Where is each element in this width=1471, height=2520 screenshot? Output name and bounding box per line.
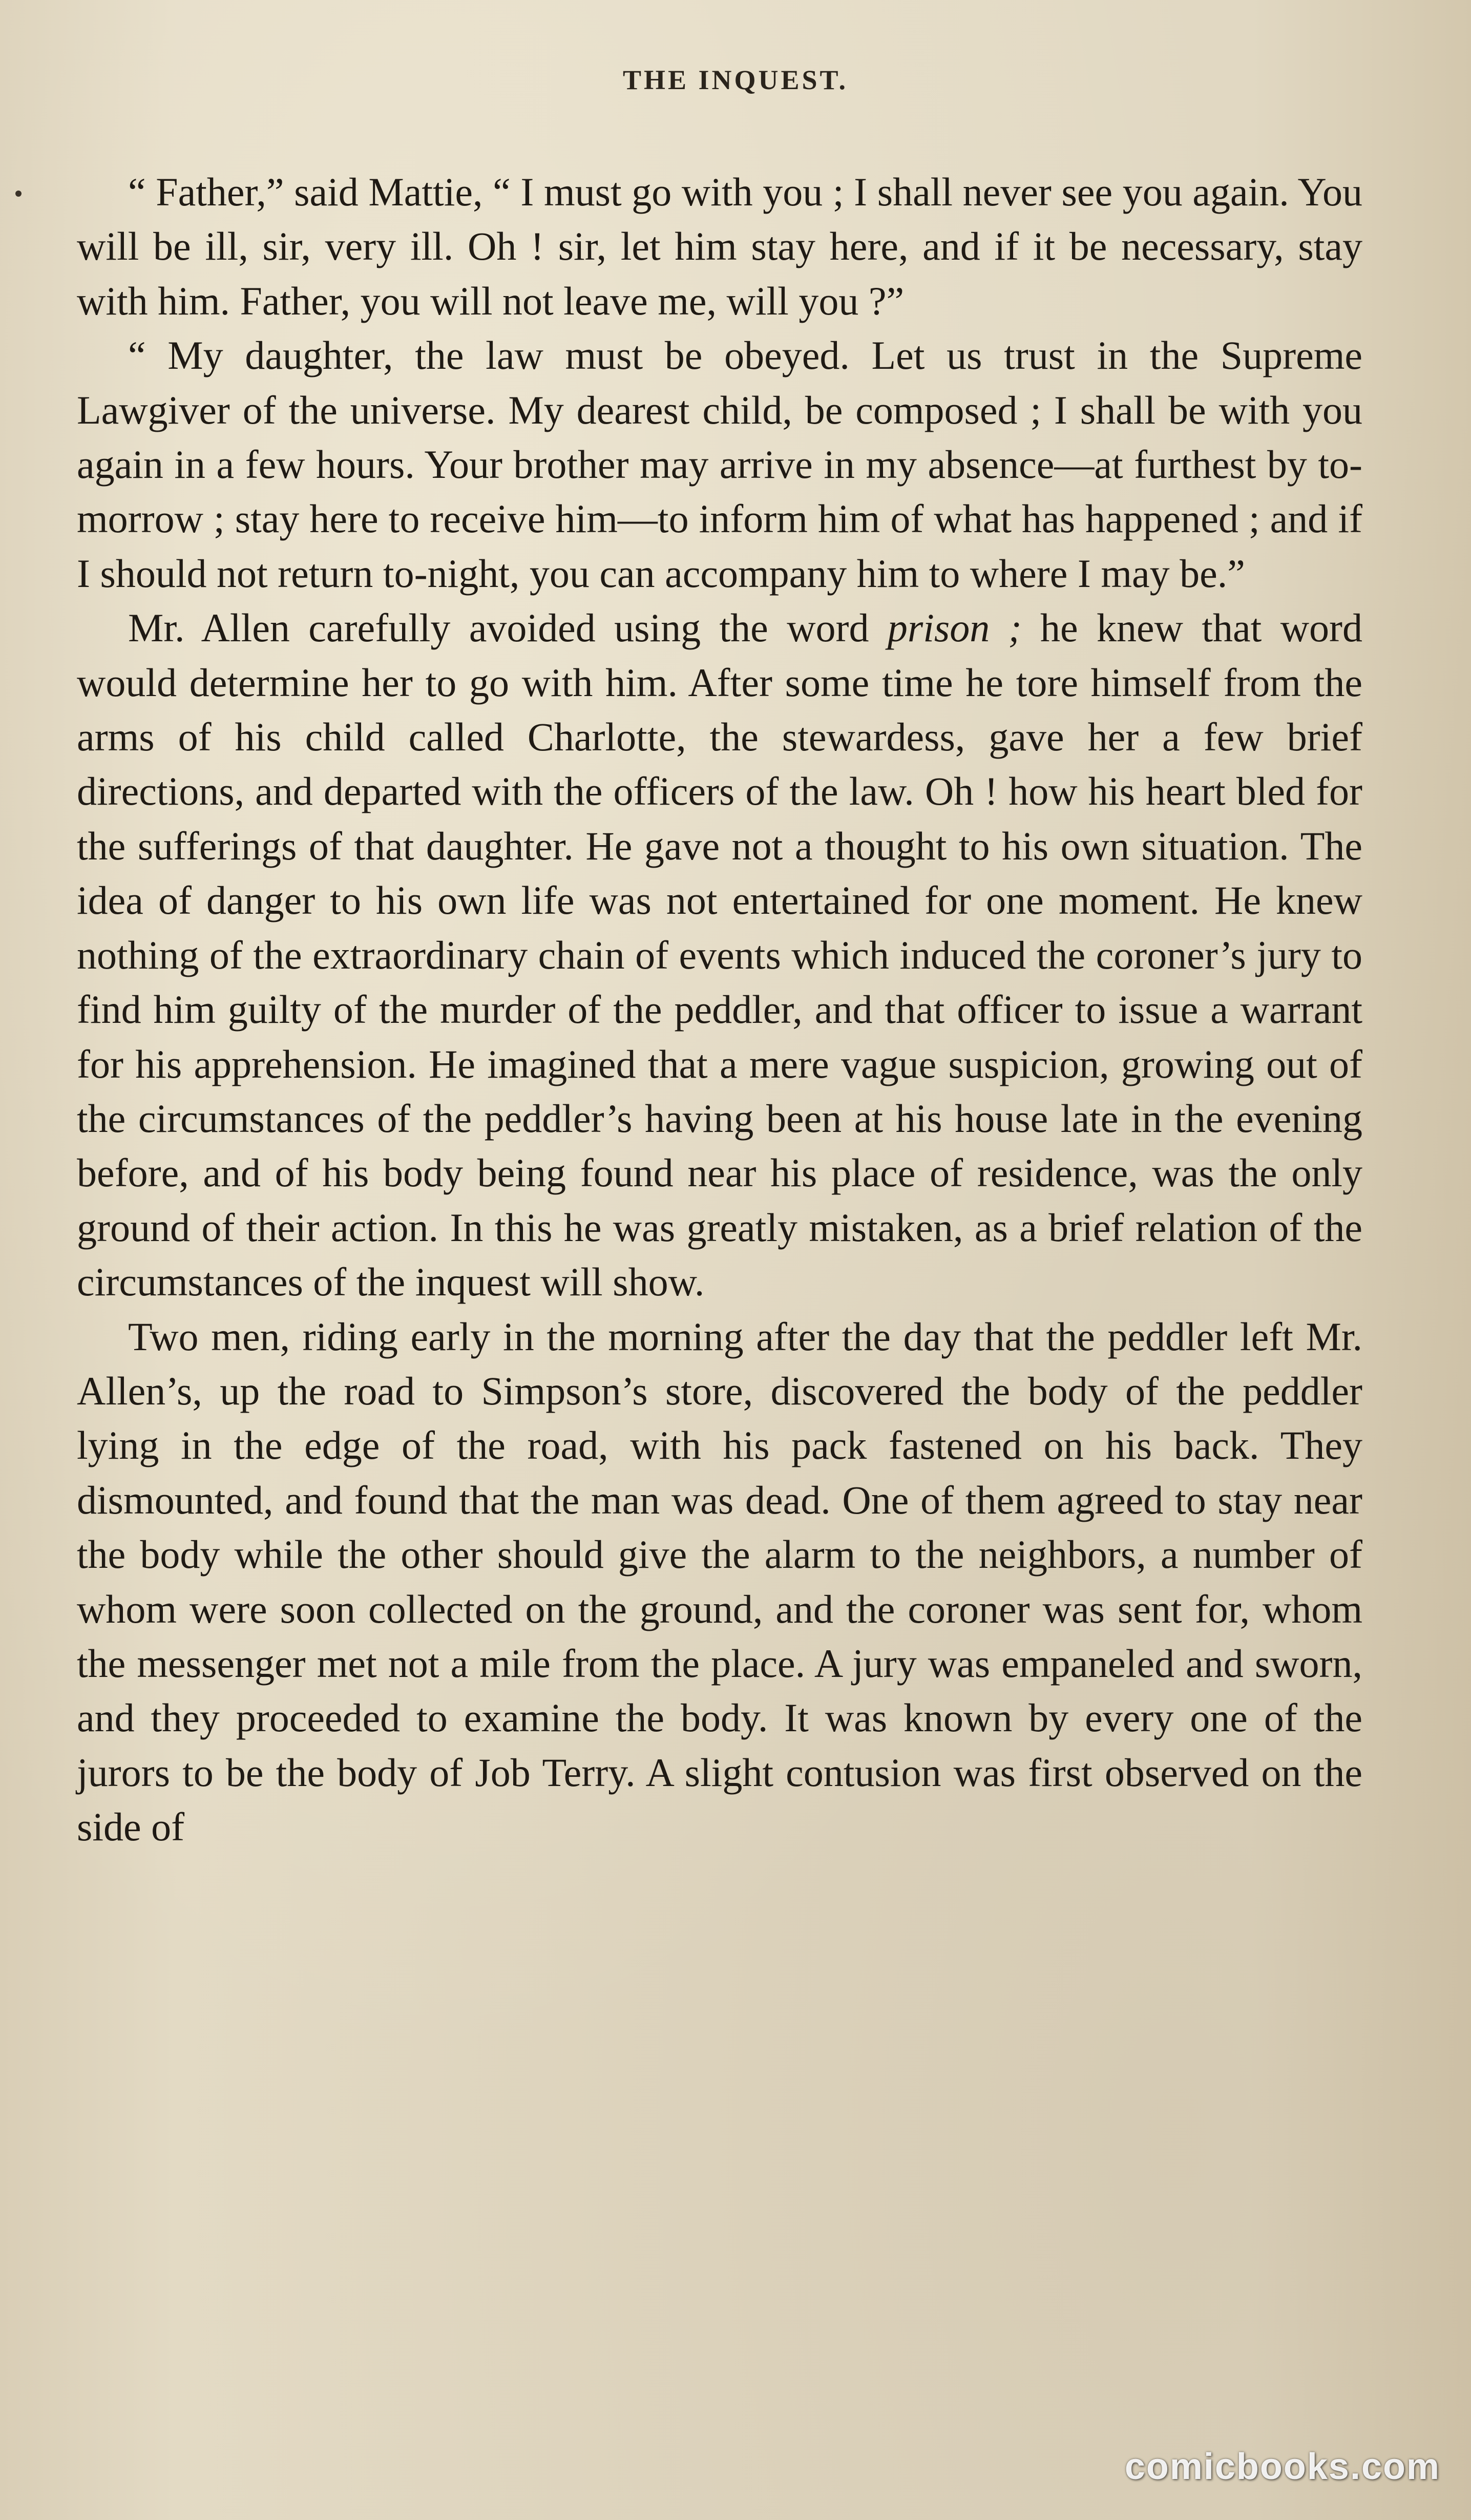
running-head: THE INQUEST. (622, 65, 849, 95)
paragraph-3-text-before: Mr. Allen carefully avoided using the word (128, 605, 888, 650)
ink-spot (15, 191, 22, 197)
paragraph-2: “ My daughter, the law must be obeyed. Let us trust in the Supreme Lawgiver of the universe. My dearest child, be composed ; I shall be with you again in a few hours. Your brother may arrive in my absence—at furthest by to-morrow ; stay here to receive him—to inform him of what has happened ; and if I should not return to-night, you can accompany him to where I may be.” (77, 333, 1362, 596)
paragraph-3 (77, 601, 1362, 1309)
italic-word-prison: prison ; (887, 605, 1022, 650)
paragraph-3-text-after: he knew that word would determine her to go with him. After some time he tore himself from the arms of his child called Charlotte, the stewardess, gave her a few brief directions, and departed with the officers of the law. Oh ! how his heart bled for the sufferings of that daughter. He gave not a thought to his own situation. The idea of danger to his own life was not entertained for one moment. He knew nothing of the extraordinary chain of events which induced the coroner’s jury to find him guilty of the murder of the peddler, and that officer to issue a warrant for his apprehension. He imagined that a mere vague suspicion, growing out of the circumstances of the peddler’s having been at his house late in the evening before, and of his body being found near his place of residence, was the only ground of their action. In this he was greatly mistaken, as a brief relation of the circumstances of the inquest will show. (77, 605, 1362, 1305)
paragraph-1: “ Father,” said Mattie, “ I must go with you ; I shall never see you again. You will be ill, sir, very ill. Oh ! sir, let him stay here, and if it be necessary, stay with him. Father, you will not leave me, will you ?” (77, 170, 1362, 323)
body-text (77, 165, 1362, 1855)
watermark: comicbooks.com (1124, 2446, 1440, 2487)
paragraph-4: Two men, riding early in the morning after the day that the peddler left Mr. Allen’s, up the road to Simpson’s store, discovered the body of the peddler lying in the edge of the road, with his pack fastened on his back. They dismounted, and found that the man was dead. One of them agreed to stay near the body while the other should give the alarm to the neighbors, a number of whom were soon collected on the ground, and the coroner was sent for, whom the messenger met not a mile from the place. A jury was empaneled and sworn, and they proceeded to examine the body. It was known by every one of the jurors to be the body of Job Terry. A slight contusion was first observed on the side of (77, 1314, 1362, 1850)
